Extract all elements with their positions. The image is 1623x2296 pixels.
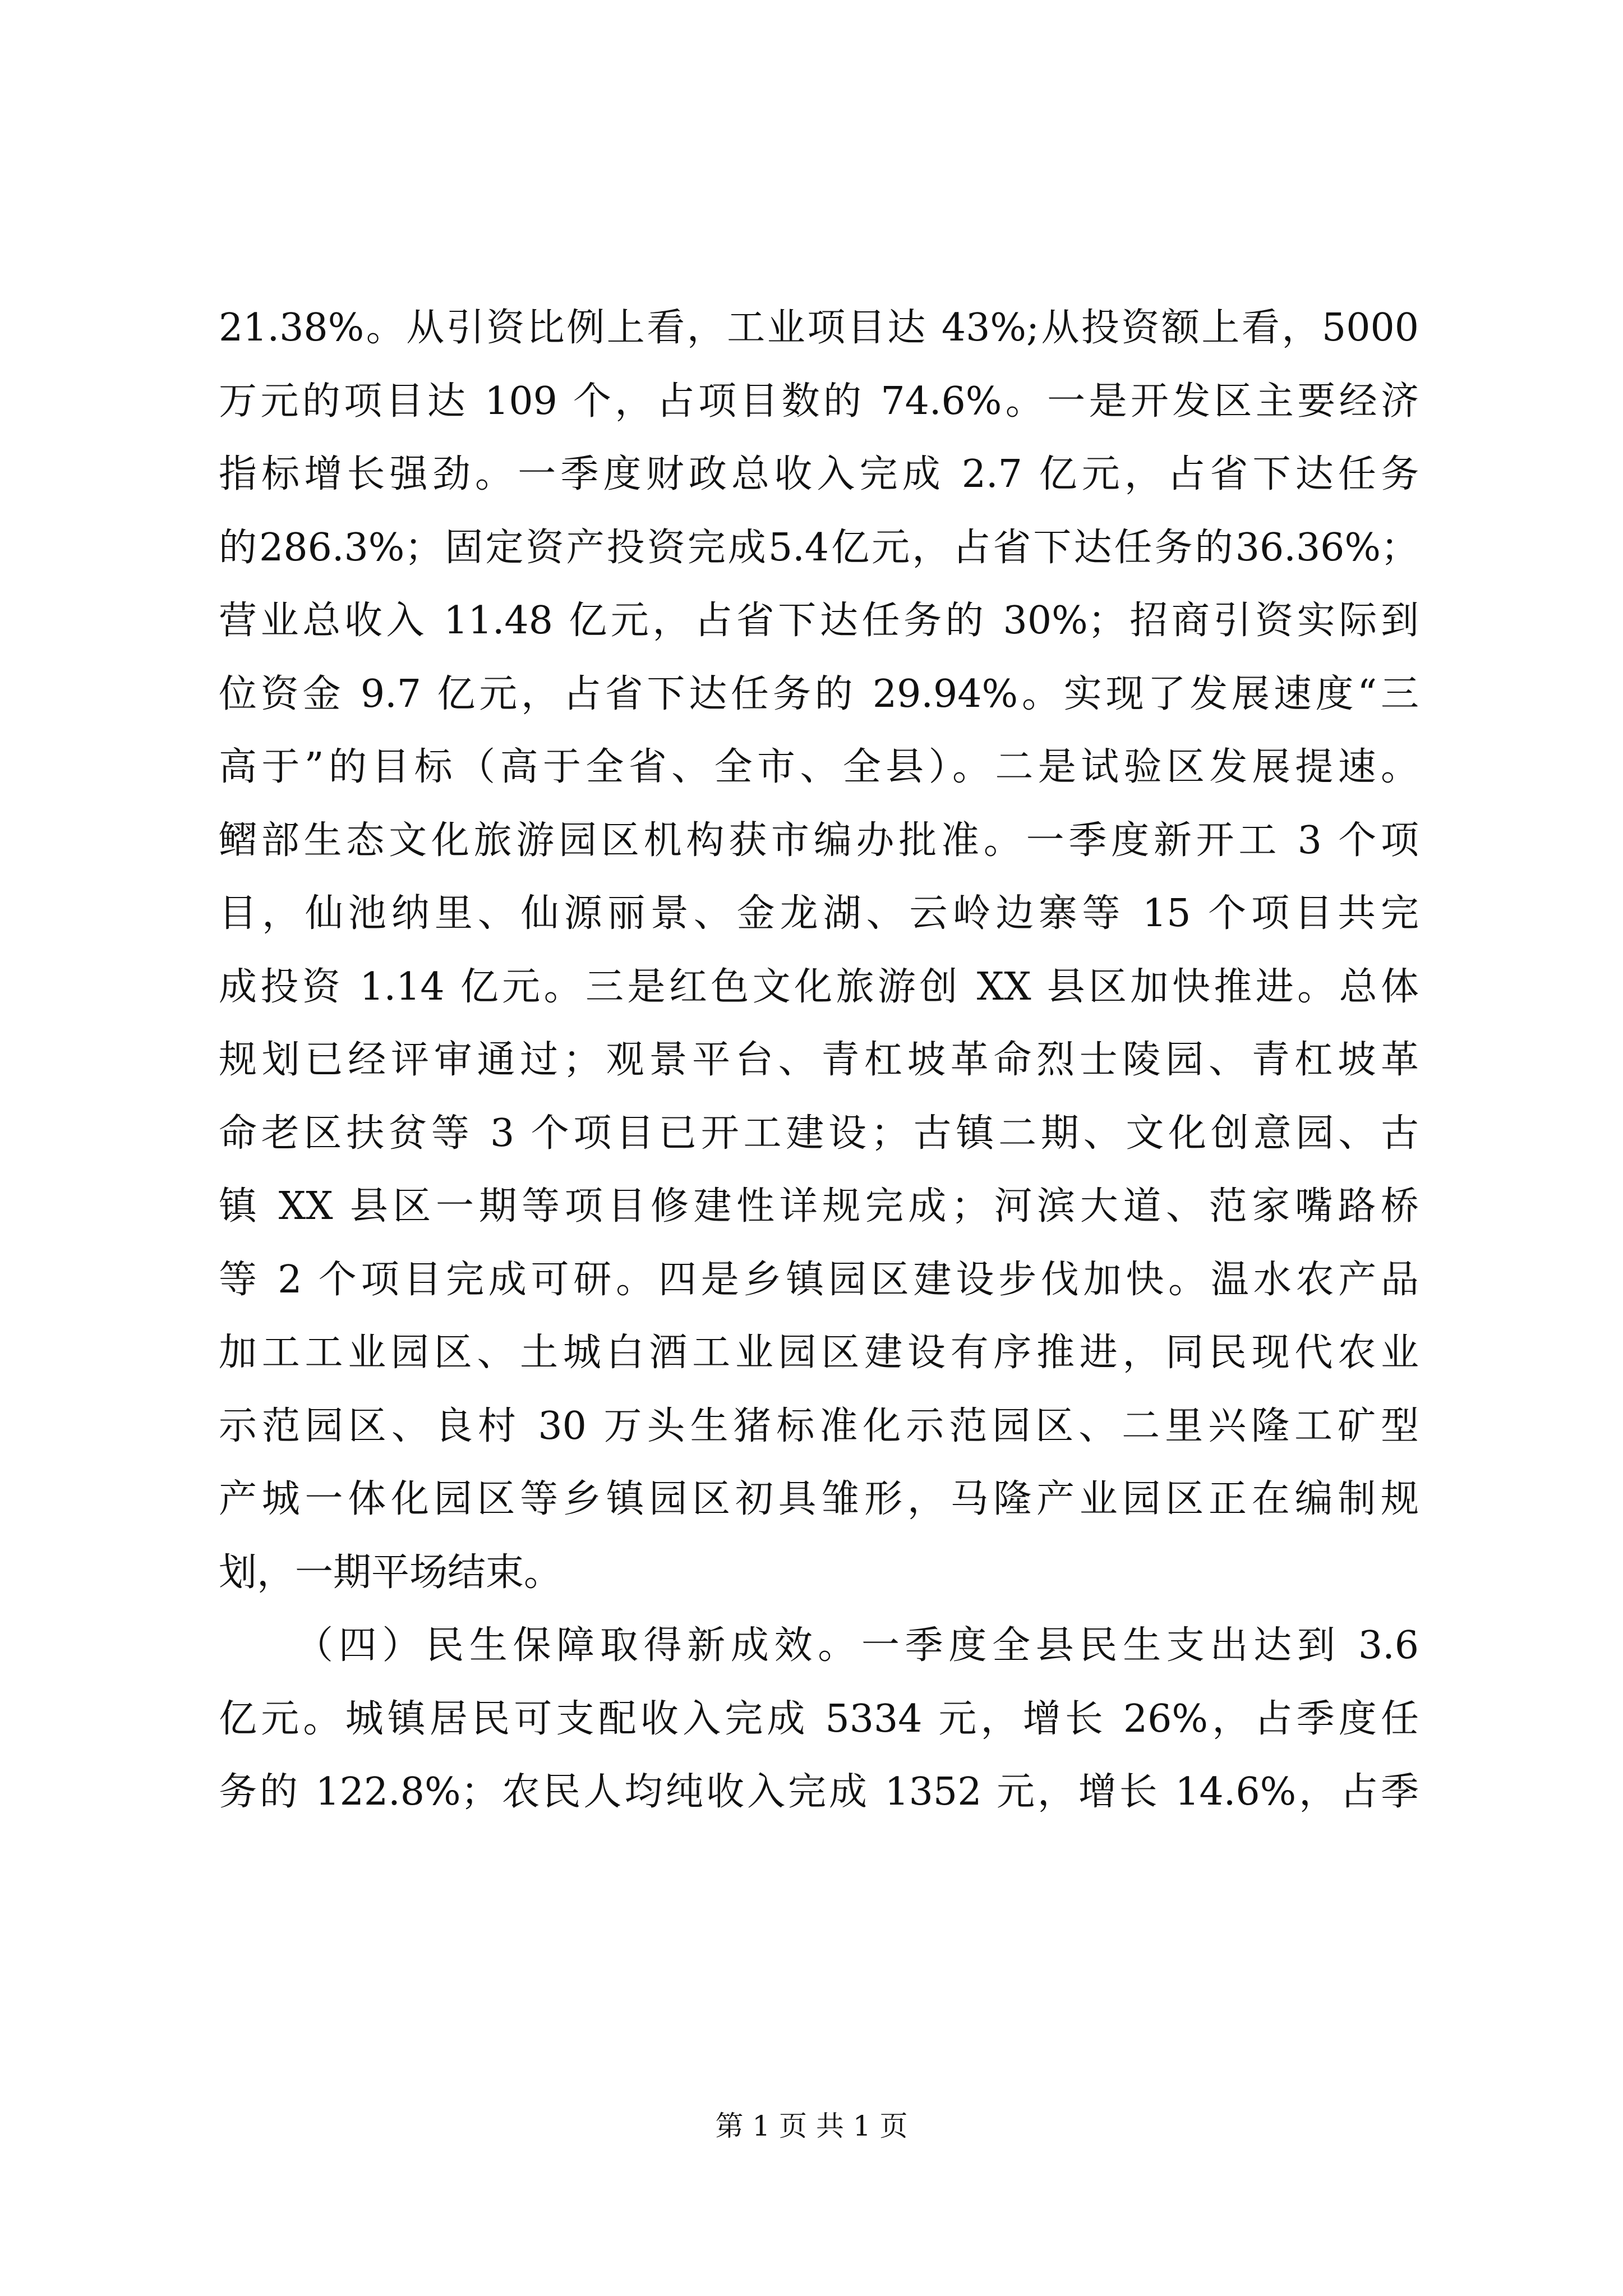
text-line-19: （四）民生保障取得新成效。一季度全县民生支出达到 3.6 — [295, 1623, 1419, 1668]
text-line-14: 等 2 个项目完成可研。四是乡镇园区建设步伐加快。温水农产品 — [219, 1257, 1419, 1302]
text-line-16: 示范园区、良村 30 万头生猪标准化示范园区、二里兴隆工矿型 — [219, 1404, 1419, 1448]
text-line-2: 万元的项目达 109 个，占项目数的 74.6%。一是开发区主要经济 — [219, 379, 1419, 424]
text-line-13: 镇 XX 县区一期等项目修建性详规完成；河滨大道、范家嘴路桥 — [219, 1184, 1419, 1228]
text-line-5: 营业总收入 11.48 亿元，占省下达任务的 30%；招商引资实际到 — [219, 599, 1419, 643]
text-line-10: 成投资 1.14 亿元。三是红色文化旅游创 XX 县区加快推进。总体 — [219, 964, 1419, 1009]
text-line-1: 21.38%。从引资比例上看，工业项目达 43%;从投资额上看，5000 — [219, 306, 1419, 350]
text-line-21: 务的 122.8%；农民人均纯收入完成 1352 元，增长 14.6%，占季 — [219, 1770, 1419, 1814]
text-line-15: 加工工业园区、土城白酒工业园区建设有序推进，同民现代农业 — [219, 1331, 1419, 1375]
text-line-12: 命老区扶贫等 3 个项目已开工建设；古镇二期、文化创意园、古 — [219, 1111, 1419, 1156]
text-line-3: 指标增长强劲。一季度财政总收入完成 2.7 亿元，占省下达任务 — [219, 452, 1419, 496]
document-body — [219, 292, 1419, 1829]
text-line-7: 高于”的目标（高于全省、全市、全县）。二是试验区发展提速。 — [219, 745, 1419, 789]
text-line-8: 鳛部生态文化旅游园区机构获市编办批准。一季度新开工 3 个项 — [219, 818, 1419, 863]
text-line-18: 划，一期平场结束。 — [219, 1550, 562, 1595]
text-line-20: 亿元。城镇居民可支配收入完成 5334 元，增长 26%，占季度任 — [219, 1696, 1419, 1741]
text-line-4: 的286.3%；固定资产投资完成5.4亿元，占省下达任务的36.36%； — [219, 525, 1419, 570]
page-footer: 第 1 页 共 1 页 — [715, 2110, 908, 2142]
text-line-9: 目，仙池纳里、仙源丽景、金龙湖、云岭边寨等 15 个项目共完 — [219, 891, 1419, 936]
text-line-11: 规划已经评审通过；观景平台、青杠坡革命烈士陵园、青杠坡革 — [219, 1038, 1419, 1082]
text-line-6: 位资金 9.7 亿元，占省下达任务的 29.94%。实现了发展速度“三 — [219, 671, 1419, 716]
text-line-17: 产城一体化园区等乡镇园区初具雏形，马隆产业园区正在编制规 — [219, 1477, 1419, 1521]
